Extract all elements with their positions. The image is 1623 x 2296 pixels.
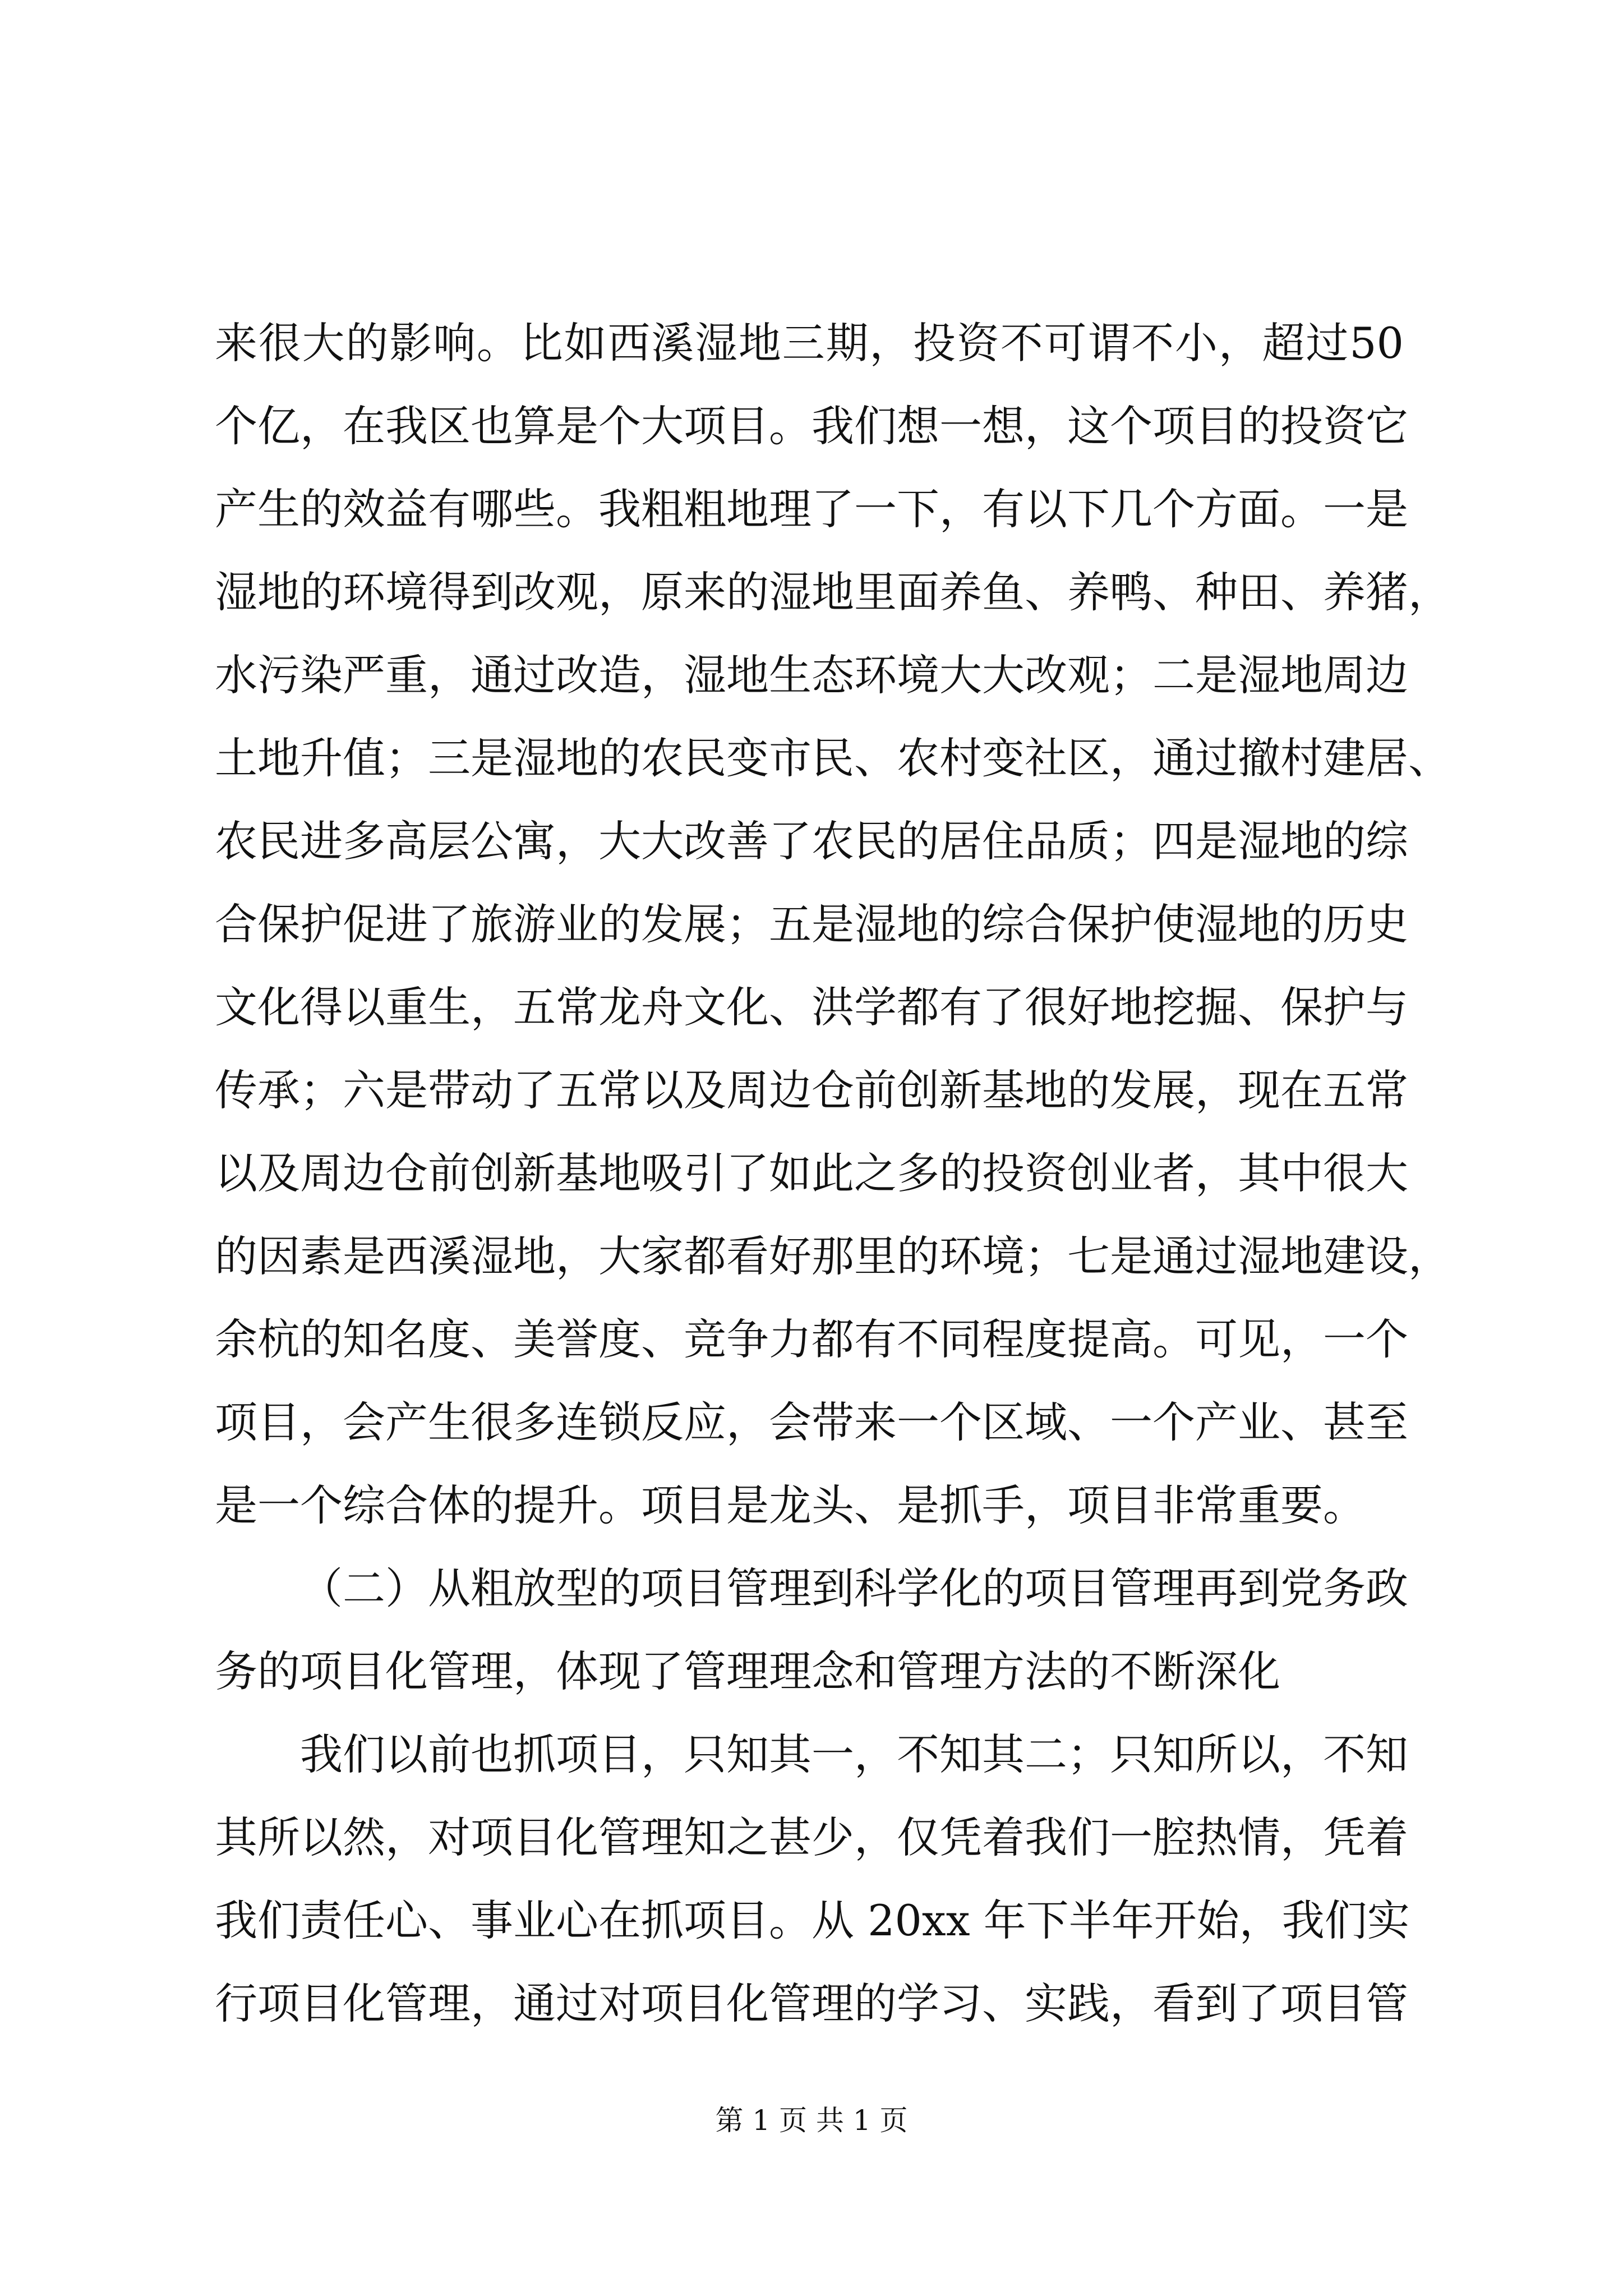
body-line-8: 合保护促进了旅游业的发展；五是湿地的综合保护使湿地的历史 [215,899,1408,949]
body-line-1: 来很大的影响。比如西溪湿地三期，投资不可谓不小，超过50 [215,318,1404,368]
body-line-7: 农民进多高层公寓，大大改善了农民的居住品质；四是湿地的综 [215,816,1408,866]
page-footer: 第 1 页 共 1 页 [715,2104,908,2137]
body-line-9: 文化得以重生，五常龙舟文化、洪学都有了很好地挖掘、保护与 [215,982,1408,1032]
body-line-21: 行项目化管理，通过对项目化管理的学习、实践，看到了项目管 [215,1978,1408,2028]
section-heading-line-2: 务的项目化管理，体现了管理理念和管理方法的不断深化 [215,1646,1280,1696]
body-line-10: 传承；六是带动了五常以及周边仓前创新基地的发展，现在五常 [215,1065,1408,1115]
body-line-20: 我们责任心、事业心在抓项目。从 20xx 年下半年开始，我们实 [215,1895,1410,1945]
section-heading-line-1: （二）从粗放型的项目管理到科学化的项目管理再到党务政 [300,1563,1408,1613]
document-body [215,302,1451,2045]
body-line-13: 余杭的知名度、美誉度、竞争力都有不同程度提高。可见，一个 [215,1314,1408,1364]
body-line-3: 产生的效益有哪些。我粗粗地理了一下，有以下几个方面。一是 [215,484,1408,534]
body-line-2: 个亿，在我区也算是个大项目。我们想一想，这个项目的投资它 [215,401,1408,451]
body-line-11: 以及周边仓前创新基地吸引了如此之多的投资创业者，其中很大 [215,1148,1408,1198]
body-line-5: 水污染严重，通过改造，湿地生态环境大大改观；二是湿地周边 [215,650,1408,700]
body-line-15: 是一个综合体的提升。项目是龙头、是抓手，项目非常重要。 [215,1480,1366,1530]
body-line-18: 我们以前也抓项目，只知其一，不知其二；只知所以，不知 [300,1729,1408,1779]
body-line-4: 湿地的环境得到改观，原来的湿地里面养鱼、养鸭、种田、养猪， [215,567,1451,617]
body-line-6: 土地升值；三是湿地的农民变市民、农村变社区，通过撤村建居、 [215,733,1451,783]
body-line-12: 的因素是西溪湿地，大家都看好那里的环境；七是通过湿地建设， [215,1231,1451,1281]
body-line-14: 项目，会产生很多连锁反应，会带来一个区域、一个产业、甚至 [215,1397,1408,1447]
body-line-19: 其所以然，对项目化管理知之甚少，仅凭着我们一腔热情，凭着 [215,1812,1408,1862]
